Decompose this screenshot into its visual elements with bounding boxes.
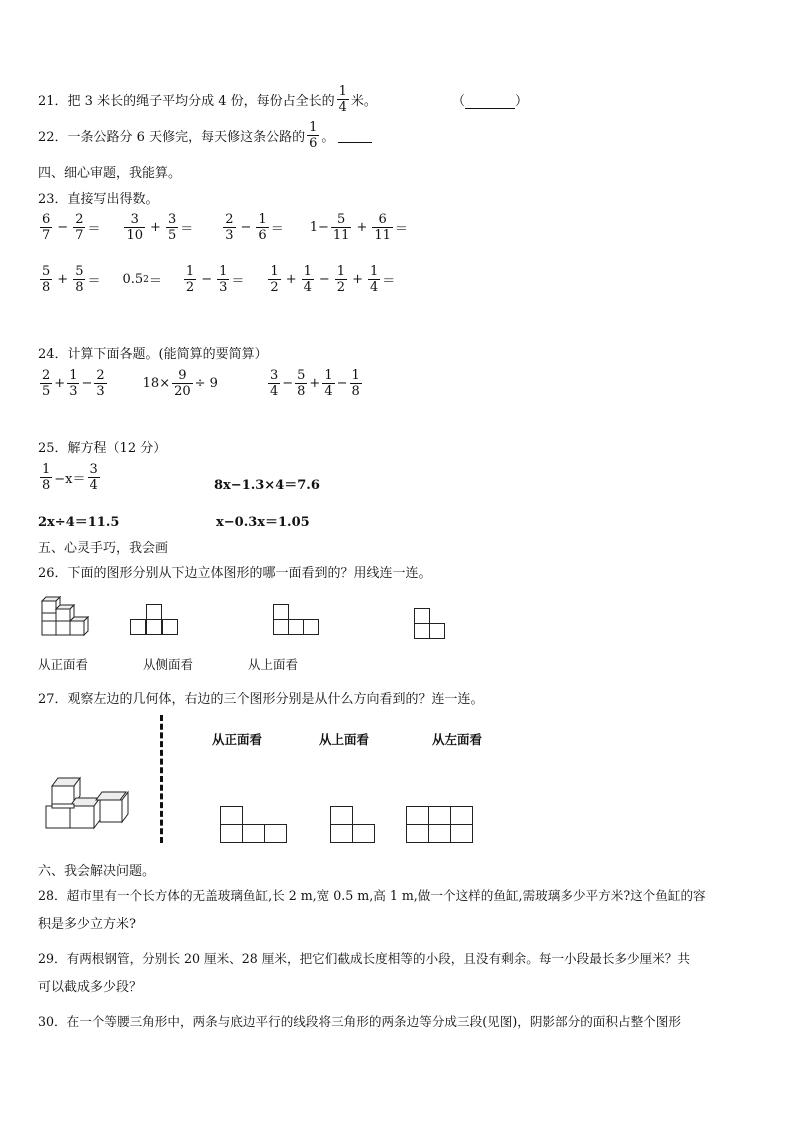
q21-unit: 米。 bbox=[350, 94, 377, 109]
q27-label-front[interactable]: 从正面看 bbox=[212, 732, 263, 747]
operator: + bbox=[309, 376, 321, 391]
operator: − bbox=[240, 220, 252, 235]
operator: − bbox=[81, 376, 93, 391]
q23-r1-b-f2 bbox=[166, 212, 178, 243]
q23-r2-a-f1 bbox=[40, 264, 52, 295]
grid-cell bbox=[330, 806, 353, 825]
num: 6 bbox=[42, 212, 51, 227]
q26-label-side[interactable]: 从侧面看 bbox=[143, 657, 194, 672]
q24-e1-f3 bbox=[94, 368, 106, 399]
q27-label-left[interactable]: 从左面看 bbox=[432, 732, 483, 747]
grid-cell bbox=[429, 623, 445, 639]
num: 3 bbox=[130, 212, 139, 227]
section-6-heading: 六、我会解决问题。 bbox=[38, 864, 156, 879]
num: 5 bbox=[337, 212, 346, 227]
operator: + bbox=[54, 376, 66, 391]
den: 2 bbox=[185, 280, 195, 295]
q22-frac-num: 1 bbox=[309, 120, 318, 135]
num: 1 bbox=[258, 212, 267, 227]
q30-line-1: 30．在一个等腰三角形中，两条与底边平行的线段将三角形的两条边等分成三段(见图)，阴影部分的面积占整个图形 bbox=[38, 1014, 681, 1029]
num: 2 bbox=[75, 212, 84, 227]
equals: ＝ bbox=[148, 274, 162, 289]
q23-r1-d-f1 bbox=[331, 212, 352, 243]
num: 1 bbox=[336, 264, 346, 279]
equation-middle: −x＝ bbox=[54, 472, 86, 487]
operator: − bbox=[282, 376, 294, 391]
num: 1 bbox=[270, 264, 279, 279]
grid-cell bbox=[220, 806, 243, 825]
grid-cell bbox=[414, 623, 430, 639]
q28-line-2: 积是多少立方米? bbox=[38, 917, 136, 932]
section-5-heading: 五、心灵手巧，我会画 bbox=[38, 541, 169, 556]
grid-cell bbox=[162, 619, 178, 635]
den: 4 bbox=[269, 384, 279, 399]
num: 6 bbox=[378, 212, 387, 227]
q21-fraction bbox=[337, 84, 349, 115]
q21-line bbox=[38, 84, 377, 115]
q23-r2-a-f2 bbox=[73, 264, 85, 295]
q27-solid-figure bbox=[44, 772, 144, 834]
q21-paren-right: ） bbox=[515, 94, 529, 109]
q23-r1-c-f2 bbox=[256, 212, 268, 243]
q21-frac-num: 1 bbox=[338, 84, 347, 99]
den: 4 bbox=[369, 280, 379, 295]
prefix: 1− bbox=[309, 220, 329, 235]
den: 20 bbox=[174, 384, 191, 399]
num: 5 bbox=[75, 264, 84, 279]
equals: ＝ bbox=[270, 222, 284, 237]
q22-answer-blank[interactable] bbox=[338, 128, 372, 143]
grid-cell bbox=[220, 824, 243, 843]
den: 8 bbox=[42, 280, 51, 295]
grid-cell bbox=[406, 806, 429, 825]
grid-cell bbox=[146, 604, 162, 620]
den: 8 bbox=[297, 384, 306, 399]
grid-cell bbox=[288, 619, 304, 635]
suffix: ÷ 9 bbox=[194, 376, 218, 391]
q24-e3-f2 bbox=[295, 368, 307, 399]
den: 7 bbox=[75, 228, 84, 243]
equals: ＝ bbox=[382, 274, 396, 289]
prefix: 18× bbox=[142, 376, 171, 391]
grid-cell bbox=[352, 824, 375, 843]
num: 1 bbox=[369, 264, 379, 279]
equals: ＝ bbox=[231, 274, 245, 289]
q26-title: 26．下面的图形分别从下边立体图形的哪一面看到的？用线连一连。 bbox=[38, 566, 432, 581]
num: 3 bbox=[269, 368, 279, 383]
den: 4 bbox=[303, 280, 312, 295]
q29-line-2: 可以截成多少段？ bbox=[38, 980, 143, 995]
num: 2 bbox=[225, 212, 234, 227]
num: 5 bbox=[42, 264, 51, 279]
den: 5 bbox=[167, 228, 177, 243]
q21-text: 21．把 3 米长的绳子平均分成 4 份，每份占全长的 bbox=[38, 94, 335, 109]
equals: ＝ bbox=[394, 222, 408, 237]
q23-r2-d-f1 bbox=[268, 264, 280, 295]
den: 7 bbox=[42, 228, 51, 243]
operator: − bbox=[336, 376, 348, 391]
q23-title: 23．直接写出得数。 bbox=[38, 192, 159, 207]
q24-expressions bbox=[38, 368, 364, 399]
den: 8 bbox=[75, 280, 84, 295]
q24-e1-f1 bbox=[40, 368, 52, 399]
power-base: 0.5 bbox=[122, 272, 144, 287]
q23-row1 bbox=[38, 212, 408, 243]
q22-line bbox=[38, 120, 372, 151]
num: 3 bbox=[89, 462, 98, 477]
operator: − bbox=[201, 272, 213, 287]
q25-eq2: 8x−1.3×4＝7.6 bbox=[214, 478, 320, 493]
den: 2 bbox=[336, 280, 346, 295]
q23-r1-a-f1 bbox=[40, 212, 52, 243]
grid-cell bbox=[428, 824, 451, 843]
power-exponent: 2 bbox=[143, 274, 149, 285]
q22-end: 。 bbox=[321, 130, 335, 145]
equals: ＝ bbox=[87, 274, 101, 289]
q24-e3-f3 bbox=[322, 368, 334, 399]
num: 5 bbox=[297, 368, 306, 383]
q23-r2-d-f3 bbox=[335, 264, 347, 295]
q23-r2-d-f4 bbox=[368, 264, 380, 295]
q26-solid-figure bbox=[38, 595, 102, 639]
q24-e3-f4 bbox=[350, 368, 362, 399]
q23-row2 bbox=[38, 264, 395, 295]
num: 1 bbox=[185, 264, 195, 279]
num: 3 bbox=[167, 212, 177, 227]
grid-cell bbox=[303, 619, 319, 635]
q23-r2-c-f2 bbox=[217, 264, 229, 295]
operator: + bbox=[352, 272, 363, 287]
den: 3 bbox=[225, 228, 234, 243]
num: 2 bbox=[96, 368, 105, 383]
grid-cell bbox=[330, 824, 353, 843]
q22-text: 22．一条公路分 6 天修完，每天修这条公路的 bbox=[38, 130, 306, 145]
den: 11 bbox=[374, 228, 391, 243]
den: 4 bbox=[324, 384, 333, 399]
q27-title: 27．观察左边的几何体，右边的三个图形分别是从什么方向看到的？连一连。 bbox=[38, 692, 484, 707]
q25-title: 25．解方程（12 分） bbox=[38, 441, 167, 456]
operator: − bbox=[57, 220, 69, 235]
q23-r1-d-f2 bbox=[372, 212, 393, 243]
equals: ＝ bbox=[87, 222, 101, 237]
q23-r1-b-f1 bbox=[124, 212, 145, 243]
grid-cell bbox=[273, 619, 289, 635]
q23-r1-a-f2 bbox=[73, 212, 85, 243]
num: 1 bbox=[69, 368, 78, 383]
num: 1 bbox=[351, 368, 360, 383]
num: 1 bbox=[324, 368, 333, 383]
operator: + bbox=[57, 272, 69, 287]
q28-line-1: 28．超市里有一个长方体的无盖玻璃鱼缸,长 2 m,宽 0.5 m,高 1 m,做一个这样的鱼缸,需玻璃多少平方米?这个鱼缸的容 bbox=[38, 888, 706, 903]
q23-r2-c-f1 bbox=[184, 264, 196, 295]
den: 4 bbox=[89, 478, 98, 493]
q27-label-top[interactable]: 从上面看 bbox=[319, 732, 370, 747]
num: 1 bbox=[42, 462, 51, 477]
grid-cell bbox=[450, 806, 473, 825]
q23-r1-c-f1 bbox=[223, 212, 235, 243]
grid-cell bbox=[406, 824, 429, 843]
q27-divider bbox=[160, 715, 163, 843]
grid-cell bbox=[264, 824, 287, 843]
operator: + bbox=[356, 220, 368, 235]
q26-label-top[interactable]: 从上面看 bbox=[248, 657, 299, 672]
q21-underline[interactable] bbox=[465, 96, 515, 109]
den: 2 bbox=[270, 280, 279, 295]
den: 8 bbox=[351, 384, 360, 399]
section-4-heading: 四、细心审题，我能算。 bbox=[38, 166, 182, 181]
den: 8 bbox=[42, 478, 51, 493]
q25-eq4: x−0.3x＝1.05 bbox=[216, 515, 310, 530]
den: 5 bbox=[42, 384, 51, 399]
q22-frac-den: 6 bbox=[309, 136, 318, 151]
q25-e1-f1 bbox=[40, 462, 52, 493]
den: 3 bbox=[219, 280, 228, 295]
grid-cell bbox=[428, 806, 451, 825]
q25-e1-f2 bbox=[88, 462, 100, 493]
grid-cell bbox=[414, 608, 430, 624]
den: 6 bbox=[258, 228, 267, 243]
q25-eq3: 2x÷4＝11.5 bbox=[38, 515, 120, 530]
operator: + bbox=[150, 220, 161, 235]
q24-e2-f1 bbox=[172, 368, 193, 399]
grid-cell bbox=[242, 824, 265, 843]
den: 11 bbox=[332, 228, 350, 243]
grid-cell bbox=[130, 619, 146, 635]
num: 9 bbox=[178, 368, 187, 383]
q29-line-1: 29．有两根钢管，分别长 20 厘米、28 厘米，把它们截成长度相等的小段，且没有剩余。每一小段最长多少厘米？共 bbox=[38, 951, 690, 966]
grid-cell bbox=[273, 604, 289, 620]
q21-frac-den: 4 bbox=[338, 100, 347, 115]
q24-e1-f2 bbox=[67, 368, 79, 399]
q23-r2-d-f2 bbox=[302, 264, 314, 295]
grid-cell bbox=[146, 619, 162, 635]
q22-fraction bbox=[307, 120, 319, 151]
q24-e3-f1 bbox=[268, 368, 280, 399]
num: 1 bbox=[219, 264, 228, 279]
num: 1 bbox=[303, 264, 312, 279]
q25-eq1 bbox=[38, 462, 102, 493]
num: 2 bbox=[42, 368, 51, 383]
q21-answer-blank[interactable] bbox=[452, 90, 528, 109]
q26-label-front[interactable]: 从正面看 bbox=[38, 657, 89, 672]
den: 3 bbox=[69, 384, 78, 399]
den: 3 bbox=[96, 384, 105, 399]
den: 10 bbox=[126, 228, 144, 243]
q24-title: 24．计算下面各题。(能简算的要简算） bbox=[38, 347, 268, 362]
operator: + bbox=[285, 272, 297, 287]
q21-paren-left: （ bbox=[452, 94, 466, 109]
operator: − bbox=[318, 272, 330, 287]
grid-cell bbox=[450, 824, 473, 843]
equals: ＝ bbox=[180, 222, 194, 237]
